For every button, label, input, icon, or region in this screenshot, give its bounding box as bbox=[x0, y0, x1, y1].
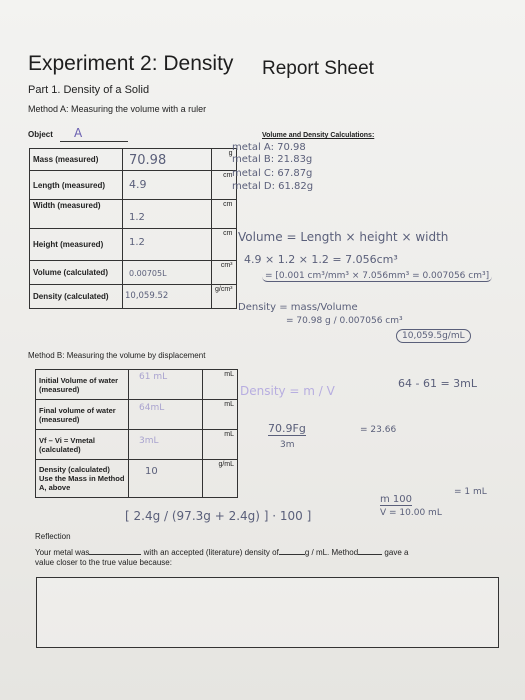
row-unit: cm bbox=[212, 229, 237, 261]
reflection-text: gave a bbox=[384, 548, 409, 557]
object-line bbox=[60, 141, 128, 142]
one-ml-note: = 1 mL bbox=[454, 487, 487, 497]
height-value: 1.2 bbox=[129, 237, 145, 248]
row-unit: mL bbox=[203, 370, 238, 400]
density-blank[interactable] bbox=[279, 545, 305, 555]
row-unit: mL bbox=[203, 400, 238, 430]
metal-d-note: metal D: 61.82g bbox=[232, 181, 314, 192]
mv-denominator: V = 10.00 mL bbox=[380, 508, 442, 518]
density-calc: = 70.98 g / 0.007056 cm³ bbox=[286, 316, 403, 326]
row-label: Initial Volume of water (measured) bbox=[36, 370, 129, 400]
volume-value: 0.00705L bbox=[129, 269, 167, 278]
initial-volume-value: 61 mL bbox=[139, 372, 168, 382]
metal-blank[interactable] bbox=[89, 545, 141, 555]
table-row bbox=[36, 430, 238, 460]
table-row bbox=[30, 261, 237, 285]
row-unit: g/cm³ bbox=[212, 285, 237, 309]
method-b-heading: Method B: Measuring the volume by displacement bbox=[28, 351, 206, 360]
row-value-cell bbox=[123, 171, 212, 200]
row-label: Final volume of water (measured) bbox=[36, 400, 129, 430]
length-value: 4.9 bbox=[129, 178, 147, 191]
page-title: Experiment 2: Density bbox=[28, 52, 234, 75]
b-calc-result: = 23.66 bbox=[360, 425, 397, 435]
row-unit: g/mL bbox=[203, 460, 238, 498]
reflection-line-2: value closer to the true value because: bbox=[35, 558, 172, 567]
reflection-text: g / mL. Method bbox=[304, 548, 359, 557]
table-row bbox=[30, 229, 237, 261]
b-calc-numerator: 70.9Fg bbox=[268, 422, 306, 435]
part-heading: Part 1. Density of a Solid bbox=[28, 84, 150, 96]
row-unit: mL bbox=[203, 430, 238, 460]
b-calc-denominator: 3m bbox=[280, 440, 295, 450]
row-value-cell bbox=[123, 261, 212, 285]
reflection-text: with an accepted (literature) density of bbox=[143, 548, 279, 557]
row-value-cell bbox=[129, 400, 203, 430]
row-label: Mass (measured) bbox=[30, 149, 123, 171]
row-label: Density (calculated) bbox=[30, 285, 123, 309]
method-a-table bbox=[29, 148, 237, 309]
method-a-heading: Method A: Measuring the volume with a ruler bbox=[28, 104, 207, 114]
row-label: Vf – Vi = Vmetal (calculated) bbox=[36, 430, 129, 460]
table-row bbox=[36, 400, 238, 430]
mv-numerator: m 100 bbox=[380, 494, 413, 505]
density-formula: Density = mass/Volume bbox=[238, 302, 358, 313]
reflection-line-1 bbox=[35, 545, 408, 557]
object-value: A bbox=[74, 126, 83, 140]
row-label: Width (measured) bbox=[30, 200, 123, 229]
row-value-cell bbox=[123, 285, 212, 309]
density-b-value: 10 bbox=[145, 466, 158, 477]
report-heading: Report Sheet bbox=[262, 58, 374, 79]
row-label: Volume (calculated) bbox=[30, 261, 123, 285]
metal-b-note: metal B: 21.83g bbox=[232, 154, 313, 165]
vmetal-value: 3mL bbox=[139, 436, 159, 446]
metal-a-note: metal A: 70.98 bbox=[232, 142, 306, 153]
b-density-formula: Density = m / V bbox=[240, 384, 335, 398]
volume-conversion: = [0.001 cm³/mm³ × 7.056mm³ = 0.007056 cm³] bbox=[262, 271, 492, 282]
table-row bbox=[30, 149, 237, 171]
row-value-cell bbox=[123, 229, 212, 261]
row-label: Length (measured) bbox=[30, 171, 123, 200]
method-blank[interactable] bbox=[358, 545, 382, 555]
method-b-table bbox=[35, 369, 238, 498]
density-value: 10,059.52 bbox=[125, 291, 169, 301]
row-value-cell bbox=[123, 200, 212, 229]
reflection-answer-box[interactable] bbox=[36, 577, 499, 648]
metal-c-note: metal C: 67.87g bbox=[232, 168, 313, 179]
table-row bbox=[30, 200, 237, 229]
calc-heading: Volume and Density Calculations: bbox=[262, 132, 375, 139]
row-label: Height (measured) bbox=[30, 229, 123, 261]
row-unit: g bbox=[212, 149, 237, 171]
table-row bbox=[36, 370, 238, 400]
table-row bbox=[36, 460, 238, 498]
row-value-cell bbox=[129, 370, 203, 400]
row-unit: cm³ bbox=[212, 261, 237, 285]
b-subtraction: 64 - 61 = 3mL bbox=[398, 377, 478, 390]
reflection-heading: Reflection bbox=[35, 532, 71, 541]
table-row bbox=[30, 285, 237, 309]
row-value-cell bbox=[129, 430, 203, 460]
density-result: 10,059.5g/mL bbox=[396, 329, 471, 343]
volume-formula: Volume = Length × height × width bbox=[238, 230, 449, 244]
row-value-cell bbox=[129, 460, 203, 498]
reflection-text: Your metal was bbox=[35, 548, 90, 557]
object-label: Object bbox=[28, 130, 53, 139]
table-row bbox=[30, 171, 237, 200]
volume-calc: 4.9 × 1.2 × 1.2 = 7.056cm³ bbox=[244, 253, 398, 266]
row-label: Density (calculated) Use the Mass in Method A, above bbox=[36, 460, 129, 498]
row-unit: cm bbox=[212, 200, 237, 229]
final-volume-value: 64mL bbox=[139, 403, 165, 413]
row-unit: cm bbox=[212, 171, 237, 200]
width-value: 1.2 bbox=[129, 212, 145, 223]
bracket-calc: [ 2.4g / (97.3g + 2.4g) ] · 100 ] bbox=[125, 509, 312, 523]
row-value-cell bbox=[123, 149, 212, 171]
mass-value: 70.98 bbox=[129, 153, 167, 168]
